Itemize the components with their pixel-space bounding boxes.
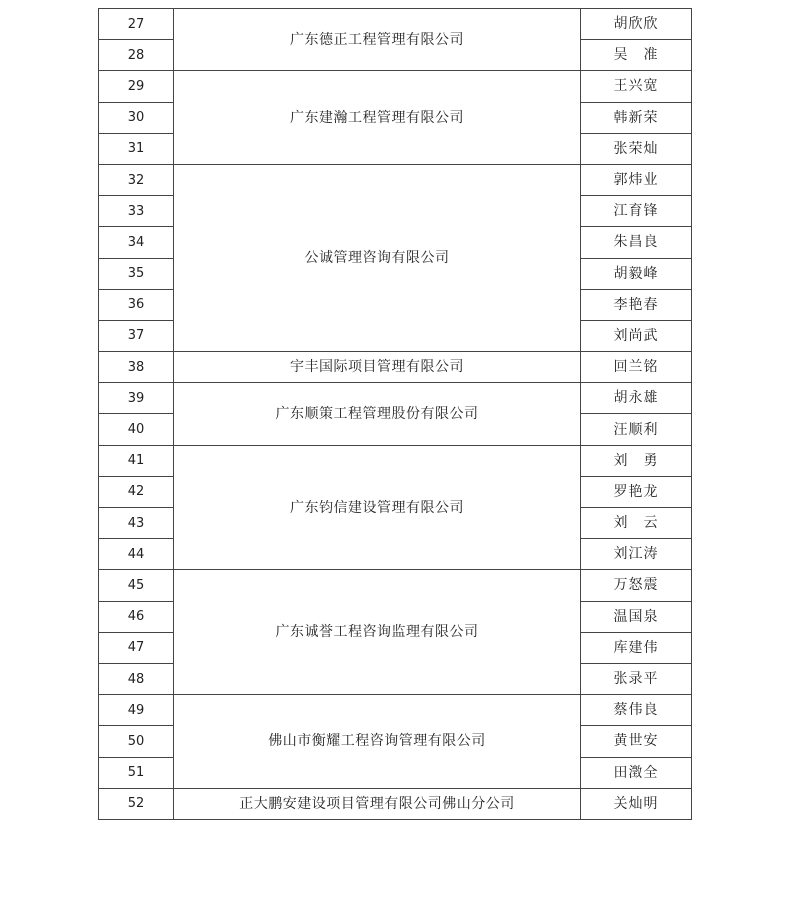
table-row bbox=[99, 445, 692, 476]
row-number: 29 bbox=[99, 71, 174, 102]
row-number: 52 bbox=[99, 788, 174, 819]
person-name: 罗艳龙 bbox=[581, 476, 692, 507]
person-name: 蔡伟良 bbox=[581, 695, 692, 726]
row-number: 31 bbox=[99, 133, 174, 164]
person-name: 黄世安 bbox=[581, 726, 692, 757]
person-name: 吴 准 bbox=[581, 40, 692, 71]
row-number: 50 bbox=[99, 726, 174, 757]
person-name: 万怒震 bbox=[581, 570, 692, 601]
row-number: 47 bbox=[99, 632, 174, 663]
person-name: 朱昌良 bbox=[581, 227, 692, 258]
row-number: 33 bbox=[99, 196, 174, 227]
person-name: 江育锋 bbox=[581, 196, 692, 227]
table-row bbox=[99, 352, 692, 383]
person-name: 胡欣欣 bbox=[581, 9, 692, 40]
company-name: 宇丰国际项目管理有限公司 bbox=[174, 352, 581, 383]
person-name: 胡永雄 bbox=[581, 383, 692, 414]
person-name: 回兰铭 bbox=[581, 352, 692, 383]
person-name: 王兴宽 bbox=[581, 71, 692, 102]
person-name: 刘 云 bbox=[581, 508, 692, 539]
company-name: 广东德正工程管理有限公司 bbox=[174, 9, 581, 71]
row-number: 38 bbox=[99, 352, 174, 383]
table-row bbox=[99, 695, 692, 726]
person-name: 田澂全 bbox=[581, 757, 692, 788]
row-number: 40 bbox=[99, 414, 174, 445]
person-name: 张荣灿 bbox=[581, 133, 692, 164]
row-number: 41 bbox=[99, 445, 174, 476]
company-name: 公诚管理咨询有限公司 bbox=[174, 164, 581, 351]
company-name: 广东建瀚工程管理有限公司 bbox=[174, 71, 581, 165]
table-row bbox=[99, 570, 692, 601]
person-name: 刘 勇 bbox=[581, 445, 692, 476]
company-name: 广东钧信建设管理有限公司 bbox=[174, 445, 581, 570]
table-row bbox=[99, 788, 692, 819]
row-number: 42 bbox=[99, 476, 174, 507]
company-name: 广东顺策工程管理股份有限公司 bbox=[174, 383, 581, 445]
person-name: 韩新荣 bbox=[581, 102, 692, 133]
row-number: 43 bbox=[99, 508, 174, 539]
row-number: 27 bbox=[99, 9, 174, 40]
row-number: 45 bbox=[99, 570, 174, 601]
row-number: 36 bbox=[99, 289, 174, 320]
row-number: 35 bbox=[99, 258, 174, 289]
row-number: 48 bbox=[99, 663, 174, 694]
table-row bbox=[99, 71, 692, 102]
person-name: 刘江涛 bbox=[581, 539, 692, 570]
company-name: 正大鹏安建设项目管理有限公司佛山分公司 bbox=[174, 788, 581, 819]
person-name: 张录平 bbox=[581, 663, 692, 694]
person-name: 关灿明 bbox=[581, 788, 692, 819]
company-name: 广东诚誉工程咨询监理有限公司 bbox=[174, 570, 581, 695]
row-number: 39 bbox=[99, 383, 174, 414]
person-name: 库建伟 bbox=[581, 632, 692, 663]
row-number: 34 bbox=[99, 227, 174, 258]
table-row bbox=[99, 383, 692, 414]
row-number: 30 bbox=[99, 102, 174, 133]
person-name: 李艳春 bbox=[581, 289, 692, 320]
person-name: 胡毅峰 bbox=[581, 258, 692, 289]
row-number: 44 bbox=[99, 539, 174, 570]
row-number: 49 bbox=[99, 695, 174, 726]
row-number: 46 bbox=[99, 601, 174, 632]
row-number: 51 bbox=[99, 757, 174, 788]
row-number: 28 bbox=[99, 40, 174, 71]
table-body bbox=[99, 9, 692, 820]
table-row bbox=[99, 164, 692, 195]
personnel-table bbox=[98, 8, 692, 820]
table-row bbox=[99, 9, 692, 40]
row-number: 32 bbox=[99, 164, 174, 195]
person-name: 汪顺利 bbox=[581, 414, 692, 445]
company-name: 佛山市衡耀工程咨询管理有限公司 bbox=[174, 695, 581, 789]
person-name: 刘尚武 bbox=[581, 320, 692, 351]
person-name: 温国泉 bbox=[581, 601, 692, 632]
row-number: 37 bbox=[99, 320, 174, 351]
person-name: 郭炜业 bbox=[581, 164, 692, 195]
